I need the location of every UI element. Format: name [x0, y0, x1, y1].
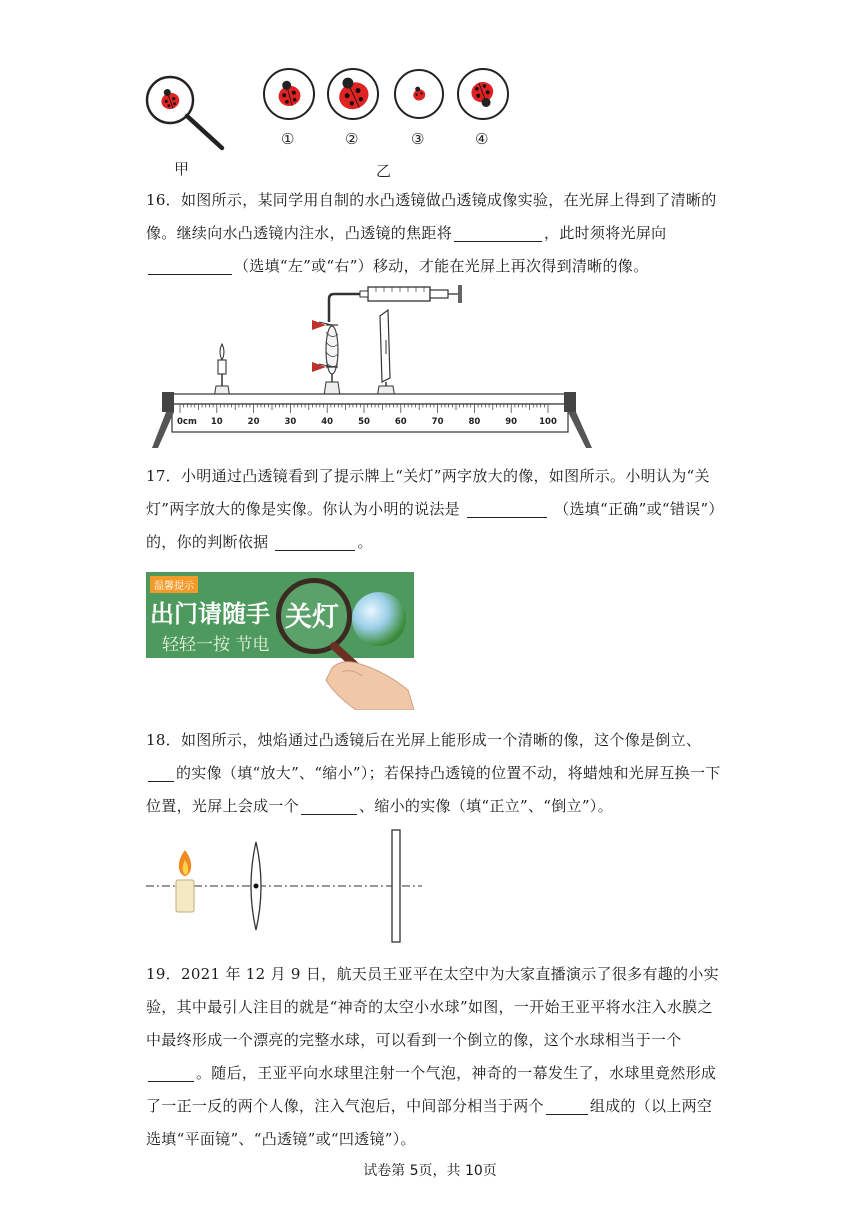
q19-text-3: 组成的（以上两空选填“平面镜”、“凸透镜”或“凹透镜”）。	[146, 1097, 713, 1148]
screen-icon	[392, 830, 400, 942]
ladybug-option-4	[458, 69, 508, 119]
q18-text-3: 、缩小的实像（填“正立”、“倒立”）。	[359, 797, 613, 815]
water-lens	[312, 320, 340, 396]
ruler-tick-label: 60	[394, 417, 407, 427]
sign-line-1: 出门请随手	[150, 600, 270, 628]
q17-text-3: 。	[357, 533, 373, 551]
q16-blank-2[interactable]	[148, 256, 232, 275]
ladybug-option-2	[328, 69, 378, 119]
magnifier-jia	[147, 77, 222, 148]
ruler-tick-label: 10	[210, 417, 223, 427]
q18-text-1: 如图所示，烛焰通过凸透镜后在光屏上能形成一个清晰的像，这个像是倒立、	[181, 731, 702, 749]
q19-number: 19．	[146, 965, 181, 983]
lens-imaging-svg	[146, 826, 426, 944]
label-jia: 甲	[174, 160, 190, 178]
question-16	[146, 184, 726, 283]
candle-icon	[176, 850, 194, 912]
question-18	[146, 724, 726, 823]
q17-blank-1[interactable]	[467, 499, 547, 518]
option-2-label: ②	[345, 130, 359, 148]
option-4-label: ④	[475, 130, 489, 148]
q19-blank-1[interactable]	[148, 1063, 194, 1082]
ruler-tick-label: 0cm	[177, 417, 197, 427]
q16-text-1: 如图所示，某同学用自制的水凸透镜做凸透镜成像实验，在光屏上得到了清晰的像。继续向水凸透镜内注水，凸透镜的焦距将	[146, 191, 717, 242]
lens-imaging-figure	[146, 826, 426, 944]
q19-blank-2[interactable]	[546, 1096, 588, 1115]
q18-blank-2[interactable]	[301, 796, 357, 815]
optical-bench-svg	[146, 282, 596, 454]
ladybug-option-1	[264, 69, 314, 119]
q16-blank-1[interactable]	[454, 223, 542, 242]
magnified-text: 关灯	[285, 602, 339, 633]
q16-number: 16．	[146, 191, 181, 209]
q18-text-2: 的实像（填“放大”、“缩小”）；若保持凸透镜的位置不动，将蜡烛和光屏互换一下位置，光屏上会成一个	[146, 764, 721, 815]
question-17	[146, 460, 726, 559]
q18-blank-1[interactable]	[148, 763, 174, 782]
ladybug-figure-svg	[140, 66, 520, 156]
sign-tag: 温馨提示	[150, 576, 198, 593]
candle	[214, 344, 230, 398]
question-19	[146, 958, 726, 1156]
ruler-tick-label: 40	[321, 417, 334, 427]
page-footer: 试卷第 5页，共 10页	[363, 1163, 497, 1179]
q17-blank-2[interactable]	[275, 532, 355, 551]
ruler-tick-label: 20	[247, 417, 260, 427]
optical-bench-figure	[146, 282, 596, 454]
q17-text-1: 小明通过凸透镜看到了提示牌上“关灯”两字放大的像，如图所示。小明认为“关灯”两字放大的像是实像。你认为小明的说法是	[146, 467, 710, 518]
ruler-tick-label: 80	[468, 417, 481, 427]
q19-text-2: 。随后，王亚平向水球里注射一个气泡，神奇的一幕发生了，水球里竟然形成了一正一反的两个人像，注入气泡后，中间部分相当于两个	[146, 1064, 717, 1115]
q17-text-2: （选填“正确”或“错误”）的，你的判断依据	[146, 500, 724, 551]
q19-text-1: 2021 年 12 月 9 日，航天员王亚平在太空中为大家直播演示了很多有趣的小实验，其中最引人注目的就是“神奇的太空小水球”如图，一开始王亚平将水注入水膜之中最终形成一个漂亮的完整水球，可以看到一个倒立的像，这个水球相当于一个	[146, 965, 719, 1049]
q18-number: 18．	[146, 731, 181, 749]
ladybug-option-3	[395, 70, 443, 118]
option-3-label: ③	[411, 130, 425, 148]
ruler-tick-label: 30	[284, 417, 297, 427]
light-screen	[377, 310, 395, 398]
ladybug-figure	[140, 66, 520, 186]
convex-lens-icon	[251, 842, 261, 930]
q16-text-3: （选填“左”或“右”）移动，才能在光屏上再次得到清晰的像。	[234, 257, 649, 275]
q16-text-2: ，此时须将光屏向	[544, 224, 667, 242]
label-yi: 乙	[376, 162, 392, 180]
sign-line-2: 轻轻一按 节电	[162, 635, 270, 655]
option-1-label: ①	[281, 130, 295, 148]
ruler-tick-label: 70	[431, 417, 444, 427]
syringe	[329, 285, 462, 322]
sign-photo	[146, 572, 414, 710]
ruler-tick-label: 90	[505, 417, 518, 427]
q17-number: 17．	[146, 467, 181, 485]
ruler-tick-label: 50	[358, 417, 370, 427]
hand-with-magnifier	[146, 572, 414, 710]
ruler-tick-label: 100	[539, 417, 557, 427]
